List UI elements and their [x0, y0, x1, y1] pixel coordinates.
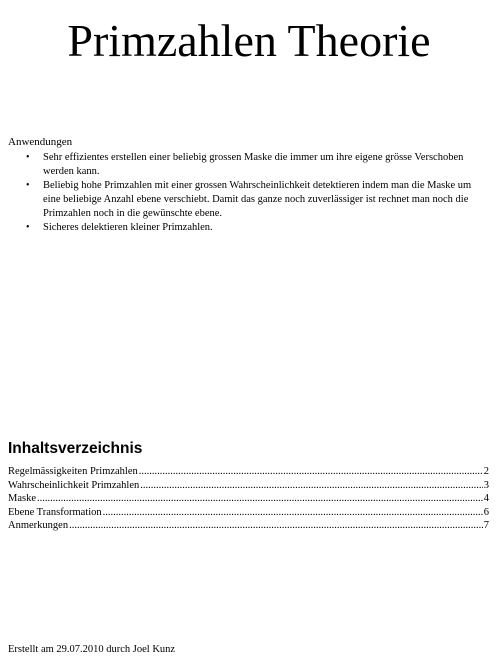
toc-heading: Inhaltsverzeichnis	[8, 440, 143, 457]
toc-entry-label[interactable]: Anmerkungen	[8, 520, 69, 531]
toc-entry[interactable]	[8, 465, 489, 479]
toc-entry-label[interactable]: Ebene Transformation	[8, 506, 102, 518]
toc-entry[interactable]	[8, 492, 489, 506]
toc-entry-label[interactable]: Maske	[8, 493, 36, 504]
document-title: Primzahlen Theorie	[67, 15, 431, 66]
toc-entry-page[interactable]: 7	[483, 520, 489, 531]
list-item	[8, 151, 484, 179]
dot-leader	[69, 519, 483, 533]
toc-entry-page[interactable]: 6	[483, 506, 489, 518]
footer-credit: Erstellt am 29.07.2010 durch Joel Kunz	[8, 644, 176, 655]
toc-entry-page[interactable]: 2	[483, 466, 489, 477]
toc-entry-page[interactable]: 3	[483, 479, 489, 491]
bullet-icon: •	[26, 152, 30, 163]
list-item-text: Sehr effizientes erstellen einer beliebig grossen Maske die immer um ihre eigene grösse Verschoben werden kann.	[43, 152, 464, 177]
list-item	[8, 179, 484, 221]
dot-leader	[37, 492, 483, 506]
toc-entry-label[interactable]: Regelmässigkeiten Primzahlen	[8, 466, 138, 477]
applications-list	[8, 151, 484, 235]
toc-entry[interactable]	[8, 479, 489, 493]
bullet-icon: •	[26, 222, 30, 233]
toc-entry-label[interactable]: Wahrscheinlichkeit Primzahlen	[8, 479, 140, 491]
toc-entry-page[interactable]: 4	[483, 493, 489, 504]
table-of-contents	[8, 465, 489, 533]
list-item-text: Sicheres delektieren kleiner Primzahlen.	[43, 222, 213, 233]
list-item-text: Beliebig hohe Primzahlen mit einer grossen Wahrscheinlichkeit detektieren indem man die Maske um eine beliebige Anzahl ebene verschiebt. Damit das ganze noch zuverlässiger ist rechnet man noch die Primzahlen noch in die gewünschte ebene.	[43, 180, 472, 219]
dot-leader	[103, 506, 483, 520]
toc-entry[interactable]	[8, 519, 489, 533]
toc-entry[interactable]	[8, 506, 489, 520]
dot-leader	[140, 479, 483, 493]
dot-leader	[139, 465, 483, 479]
list-item	[8, 221, 484, 235]
applications-heading: Anwendungen	[8, 136, 73, 148]
bullet-icon: •	[26, 180, 30, 191]
